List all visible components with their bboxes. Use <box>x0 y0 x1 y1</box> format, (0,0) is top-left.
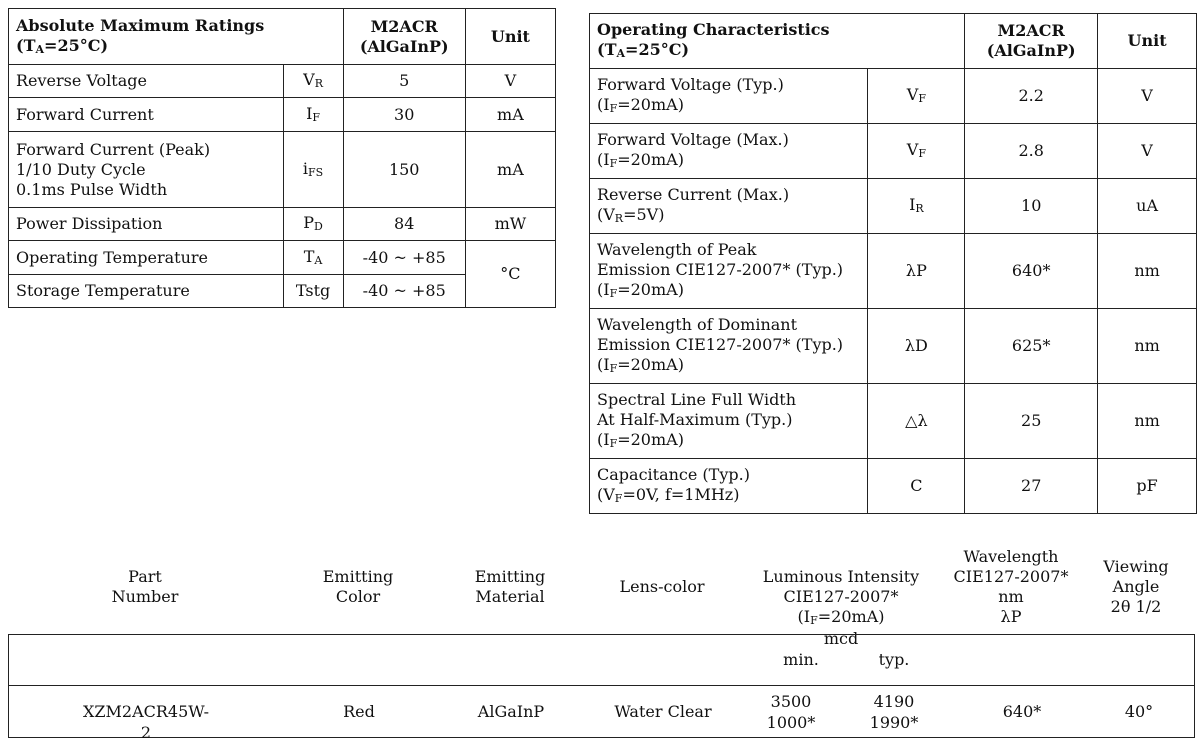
oc-symbol: $V_F$ <box>868 124 965 179</box>
amr-value: -40 ~ +85 <box>343 241 465 275</box>
oc-symbol: λD <box>868 309 965 384</box>
oc-value: 2.2 <box>965 69 1098 124</box>
oc-value: 640* <box>965 234 1098 309</box>
oc-symbol: λP <box>868 234 965 309</box>
amr-symbol: Tstg <box>283 275 343 308</box>
amr-row <box>9 132 556 208</box>
amr-value: 30 <box>343 98 465 132</box>
oc-row <box>590 179 1197 234</box>
lum-min-subheader: min. <box>783 650 819 669</box>
amr-unit: mW <box>465 208 555 241</box>
emitting-color-value: Red <box>343 702 375 721</box>
oc-header-row <box>590 14 1197 69</box>
viewing-angle-header: Viewing Angle 2θ 1/2 <box>1103 557 1169 616</box>
oc-param: Wavelength of Dominant Emission CIE127-2007* (Typ.) $(I_F=20mA)$ <box>590 309 868 384</box>
oc-param: Forward Voltage (Max.) $(I_F=20mA)$ <box>590 124 868 179</box>
oc-part-header: M2ACR (AlGaInP) <box>965 14 1098 69</box>
oc-symbol: $I_R$ <box>868 179 965 234</box>
part-number-value: XZM2ACR45W-2 <box>83 702 209 742</box>
oc-param: Spectral Line Full Width At Half-Maximum (Typ.) $(I_F=20mA)$ <box>590 384 868 459</box>
part-number-header: Part Number <box>111 567 179 606</box>
amr-symbol: $I_F$ <box>283 98 343 132</box>
amr-unit: mA <box>465 98 555 132</box>
oc-unit: pF <box>1098 459 1197 514</box>
amr-row <box>9 208 556 241</box>
luminous-intensity-header: Luminous Intensity CIE127-2007* $(I_F=20mA)$ mcd <box>762 567 920 648</box>
amr-param: Power Dissipation <box>9 208 284 241</box>
amr-row <box>9 65 556 98</box>
oc-row <box>590 69 1197 124</box>
amr-param: Forward Current <box>9 98 284 132</box>
oc-symbol: $V_F$ <box>868 69 965 124</box>
amr-symbol: $V_R$ <box>283 65 343 98</box>
oc-unit: uA <box>1098 179 1197 234</box>
oc-param: Wavelength of Peak Emission CIE127-2007* (Typ.) $(I_F=20mA)$ <box>590 234 868 309</box>
lum-typ-subheader: typ. <box>878 650 910 669</box>
oc-row <box>590 309 1197 384</box>
oc-unit: nm <box>1098 309 1197 384</box>
oc-row <box>590 234 1197 309</box>
amr-unit: V <box>465 65 555 98</box>
amr-value: 150 <box>343 132 465 208</box>
amr-symbol: $i_{FS}$ <box>283 132 343 208</box>
lum-min-value: 3500 1000* <box>766 692 816 732</box>
oc-value: 625* <box>965 309 1098 384</box>
amr-symbol: $P_D$ <box>283 208 343 241</box>
oc-unit-header: Unit <box>1098 14 1197 69</box>
oc-title-cell <box>590 14 965 69</box>
amr-unit-header: Unit <box>465 9 555 65</box>
amr-param: Forward Current (Peak) 1/10 Duty Cycle 0.1ms Pulse Width <box>9 132 284 208</box>
oc-row <box>590 124 1197 179</box>
operating-characteristics-table <box>589 13 1197 514</box>
amr-symbol: $T_A$ <box>283 241 343 275</box>
amr-param: Reverse Voltage <box>9 65 284 98</box>
oc-value: 27 <box>965 459 1098 514</box>
oc-value: 10 <box>965 179 1098 234</box>
emitting-color-header: Emitting Color <box>322 567 394 606</box>
oc-row <box>590 459 1197 514</box>
oc-condition: $(T_A=25^\circ C)$ <box>597 40 690 60</box>
oc-symbol: △λ <box>868 384 965 459</box>
oc-value: 25 <box>965 384 1098 459</box>
amr-part-header: M2ACR (AlGaInP) <box>343 9 465 65</box>
amr-value: 84 <box>343 208 465 241</box>
amr-row <box>9 241 556 275</box>
product-table <box>0 540 1201 745</box>
oc-value: 2.8 <box>965 124 1098 179</box>
amr-param: Storage Temperature <box>9 275 284 308</box>
amr-row <box>9 98 556 132</box>
amr-unit: mA <box>465 132 555 208</box>
product-values-box <box>8 634 1195 742</box>
amr-title: Absolute Maximum Ratings <box>16 15 265 35</box>
emitting-material-value: AlGaInP <box>477 702 545 721</box>
lum-typ-value: 4190 1990* <box>869 692 919 732</box>
emitting-material-header: Emitting Material <box>474 567 546 606</box>
oc-unit: V <box>1098 69 1197 124</box>
lens-color-value: Water Clear <box>614 702 712 721</box>
row-divider <box>9 685 1194 686</box>
wavelength-value: 640* <box>1002 702 1042 721</box>
oc-param: Reverse Current (Max.) $(V_R=5V)$ <box>590 179 868 234</box>
viewing-angle-value: 40° <box>1124 702 1154 721</box>
oc-unit: V <box>1098 124 1197 179</box>
amr-header-row <box>9 9 556 65</box>
oc-unit: nm <box>1098 384 1197 459</box>
amr-unit: °C <box>465 241 555 308</box>
amr-value: -40 ~ +85 <box>343 275 465 308</box>
absolute-maximum-ratings-table <box>8 8 556 308</box>
lens-color-header: Lens-color <box>619 577 705 596</box>
amr-condition: $(T_A=25^\circ C)$ <box>16 35 109 56</box>
oc-row <box>590 384 1197 459</box>
amr-param: Operating Temperature <box>9 241 284 275</box>
oc-title: Operating Characteristics <box>597 20 830 39</box>
oc-symbol: C <box>868 459 965 514</box>
amr-value: 5 <box>343 65 465 98</box>
amr-title-cell <box>9 9 344 65</box>
wavelength-header: Wavelength CIE127-2007* nm λP <box>953 547 1069 626</box>
oc-param: Capacitance (Typ.) ($V_F=0V$, f=1MHz) <box>590 459 868 514</box>
oc-param: Forward Voltage (Typ.) $(I_F=20mA)$ <box>590 69 868 124</box>
oc-unit: nm <box>1098 234 1197 309</box>
